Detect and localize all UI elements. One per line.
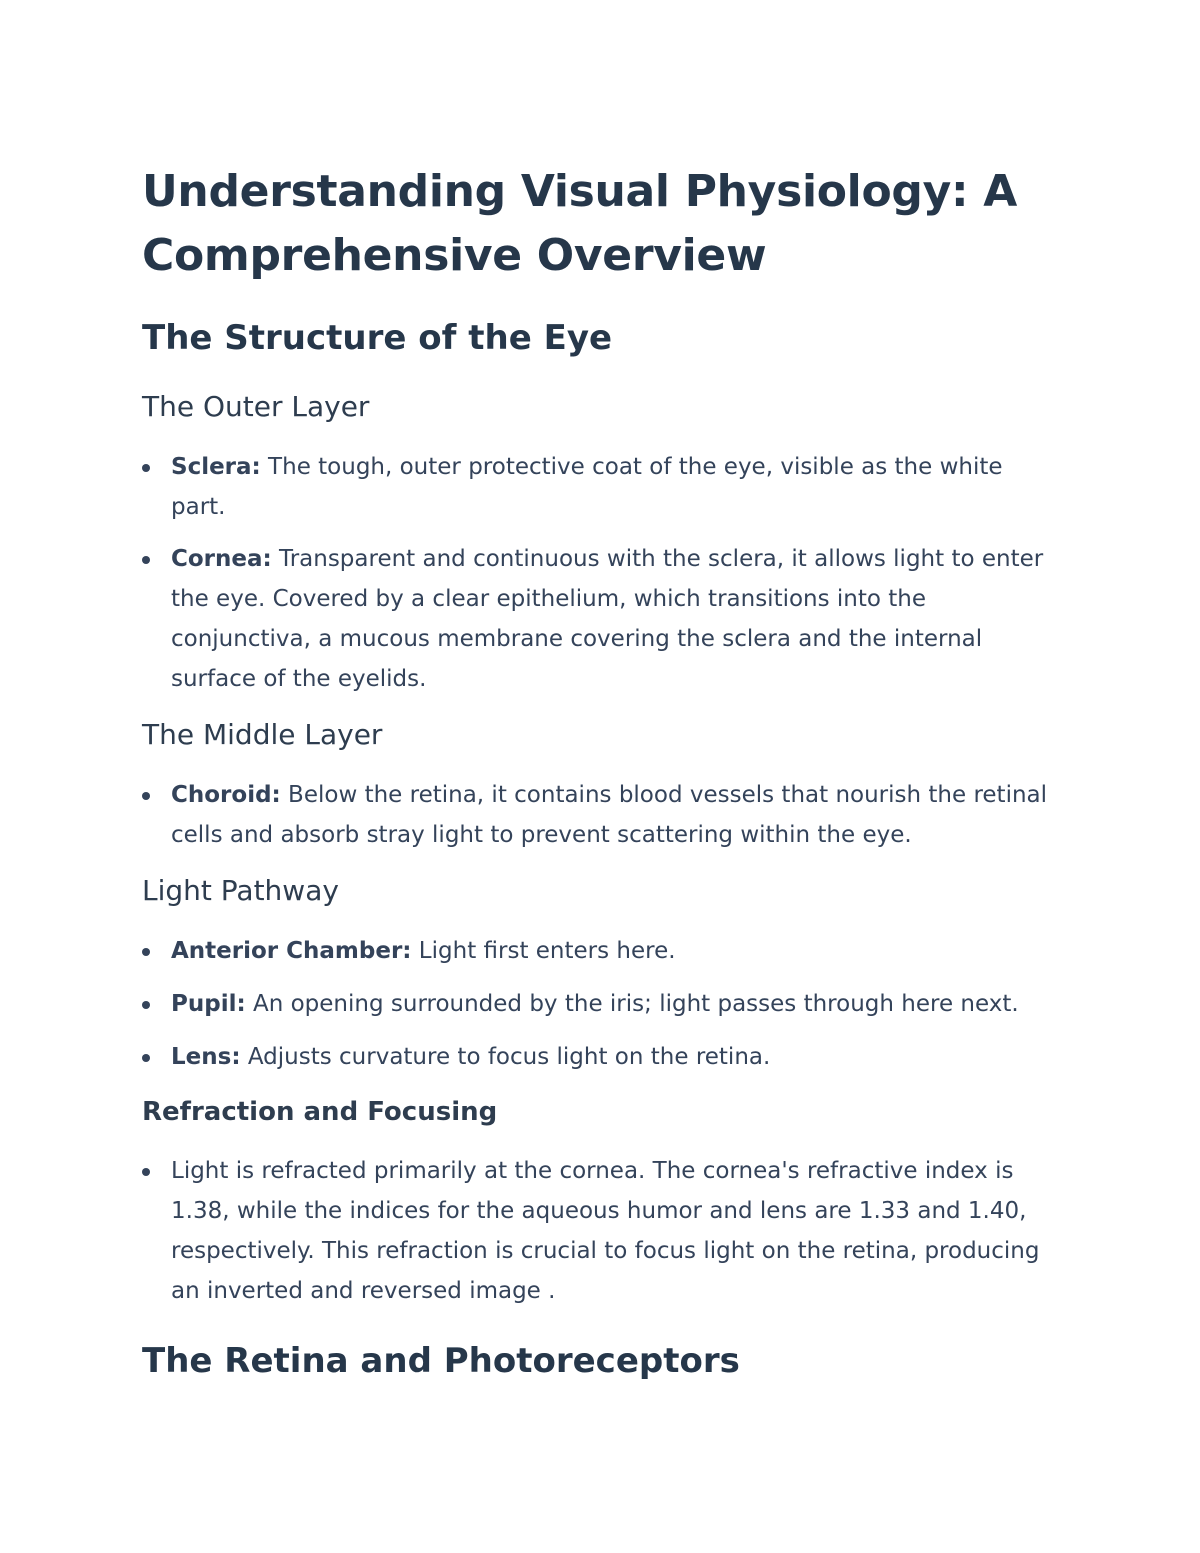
refraction-text: Light is refracted primarily at the cornea. The cornea's refractive index is 1.38, while the indices for the aqueous humor and lens are 1.33 and 1.40, respectively. This refraction is crucial to focus light on the retina, producing an inverted and reversed image . [171,1158,1040,1304]
term-label: Pupil: [171,991,246,1017]
subheading-refraction: Refraction and Focusing [142,1097,498,1127]
term-description: The tough, outer protective coat of the eye, visible as the white part. [171,454,1003,520]
middle-layer-list [142,775,1062,855]
term-label: Lens: [171,1044,241,1070]
list-item [142,1151,1062,1311]
bullet-icon [142,464,150,472]
list-item [142,447,1062,527]
term-label: Anterior Chamber: [171,938,412,964]
term-description: Adjusts curvature to focus light on the retina. [240,1044,771,1070]
subheading-light-pathway: Light Pathway [142,874,339,907]
section-heading-structure: The Structure of the Eye [142,318,613,358]
list-item [142,1037,1062,1077]
page-title: Understanding Visual Physiology: A Comprehensive Overview [142,166,1018,281]
list-item [142,984,1062,1024]
subheading-outer-layer: The Outer Layer [142,390,370,423]
document-page [142,160,1062,1381]
bullet-icon [142,1054,150,1062]
term-description: Below the retina, it contains blood vessels that nourish the retinal cells and absorb stray light to prevent scattering within the eye. [171,782,1048,848]
term-label: Cornea: [171,546,272,572]
list-item [142,775,1062,855]
term-label: Sclera: [171,454,261,480]
bullet-icon [142,1001,150,1009]
bullet-icon [142,1168,150,1176]
list-item [142,931,1062,971]
refraction-list [142,1151,1062,1311]
subheading-middle-layer: The Middle Layer [142,718,383,751]
term-description: Transparent and continuous with the sclera, it allows light to enter the eye. Covered by a clear epithelium, which transitions into the conjunctiva, a mucous membrane covering the sclera and the internal surface of the eyelids. [171,546,1044,692]
bullet-icon [142,792,150,800]
section-heading-retina: The Retina and Photoreceptors [142,1341,740,1381]
light-pathway-list [142,931,1062,1077]
term-description: Light first enters here. [411,938,676,964]
bullet-icon [142,948,150,956]
list-item [142,539,1062,699]
term-label: Choroid: [171,782,281,808]
outer-layer-list [142,447,1062,699]
bullet-icon [142,556,150,564]
term-description: An opening surrounded by the iris; light passes through here next. [245,991,1019,1017]
